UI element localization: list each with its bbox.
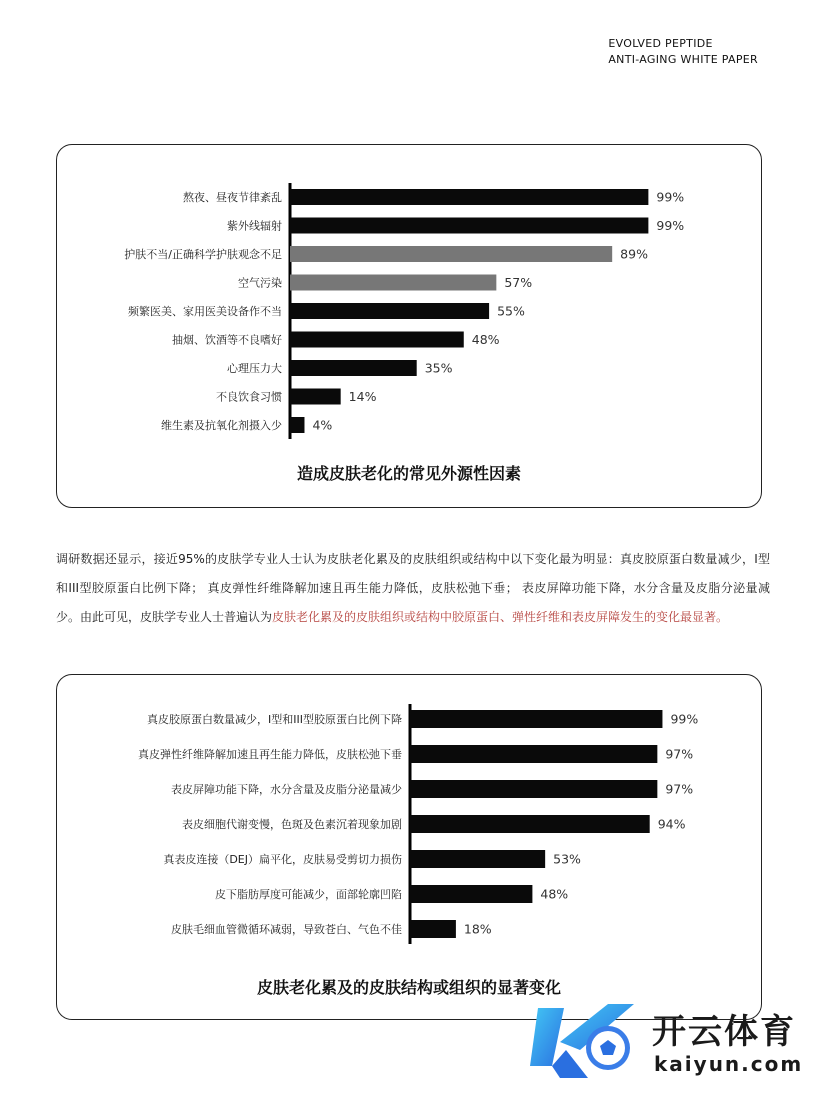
category-label: 心理压力大 [227,362,282,375]
value-label: 89% [620,246,648,262]
value-label: 18% [463,921,492,937]
bar [290,218,648,234]
value-label: 99% [656,189,685,205]
category-label: 护肤不当/正确科学护肤观念不足 [124,248,282,261]
value-label: 94% [657,816,686,832]
category-label: 紫外线辐射 [227,219,282,233]
bar [410,850,545,868]
bar [410,745,657,763]
bar [290,275,496,291]
value-label: 97% [665,746,694,762]
bar [410,815,650,833]
bar [290,189,648,205]
value-label: 4% [312,417,333,433]
value-label: 97% [665,781,694,797]
watermark-logo [530,996,810,1082]
value-label: 14% [348,389,377,404]
category-label: 真表皮连接（DEJ）扁平化，皮肤易受剪切力损伤 [163,853,402,866]
bar [290,389,341,405]
bar [410,780,657,798]
paragraph-text: 调研数据还显示，接近95%的皮肤学专业人士认为皮肤老化累及的皮肤组织或结构中以下变化最为明显：真皮胶原蛋白数量减少，I型和III型胶原蛋白比例下降； 真皮弹性纤维降解加速且再生能力降低，皮肤松弛下垂； 表皮屏障功能下降，水分含量及皮脂分泌量减少。由此可见，皮肤学专业人士普遍认为 [56,552,770,624]
category-label: 熬夜、昼夜节律紊乱 [183,191,282,204]
value-label: 53% [553,851,581,867]
category-label: 空气污染 [238,276,282,290]
bar-chart-external-factors [57,145,763,509]
category-label: 真皮胶原蛋白数量减少，I型和III型胶原蛋白比例下降 [147,713,402,726]
category-label: 频繁医美、家用医美设备作不当 [128,305,282,318]
category-label: 维生素及抗氧化剂摄入少 [161,419,282,432]
bar [410,710,662,728]
value-label: 35% [424,360,453,376]
category-label: 表皮屏障功能下降，水分含量及皮脂分泌量减少 [171,783,402,796]
bar [290,417,304,433]
bar [290,332,464,348]
bar [410,885,532,903]
category-label: 真皮弹性纤维降解加速且再生能力降低，皮肤松弛下垂 [138,748,402,761]
chart-panel-external-factors [56,144,762,508]
bar [410,920,456,938]
category-label: 皮下脂肪厚度可能减少，面部轮廓凹陷 [215,888,402,901]
bar [290,246,612,262]
category-label: 表皮细胞代谢变慢，色斑及色素沉着现象加剧 [182,818,402,831]
category-label: 不良饮食习惯 [216,390,282,404]
header-line-1: EVOLVED PEPTIDE [608,37,713,50]
survey-paragraph [56,545,770,632]
paragraph-highlight: 皮肤老化累及的皮肤组织或结构中胶原蛋白、弹性纤维和表皮屏障发生的变化最显著。 [272,610,729,624]
bar [290,360,417,376]
watermark-cn-text: 开云体育 [652,1012,796,1052]
bar [290,303,489,319]
value-label: 99% [670,711,699,727]
watermark-en-text: kaiyun.com [654,1052,804,1076]
header-line-2: ANTI-AGING WHITE PAPER [608,53,758,66]
kaiyun-logo-icon [530,996,650,1082]
bar-chart-skin-changes [57,675,763,1021]
value-label: 99% [656,218,685,233]
chart-title-skin-changes: 皮肤老化累及的皮肤结构或组织的显著变化 [256,978,561,997]
value-label: 57% [504,275,533,290]
value-label: 48% [540,886,569,902]
document-header [608,36,758,68]
chart-panel-skin-changes [56,674,762,1020]
chart-title-external-factors: 造成皮肤老化的常见外源性因素 [296,464,521,483]
category-label: 皮肤毛细血管微循环减弱，导致苍白、气色不佳 [171,923,402,936]
category-label: 抽烟、饮酒等不良嗜好 [172,333,282,347]
value-label: 48% [471,332,500,347]
value-label: 55% [497,303,525,319]
